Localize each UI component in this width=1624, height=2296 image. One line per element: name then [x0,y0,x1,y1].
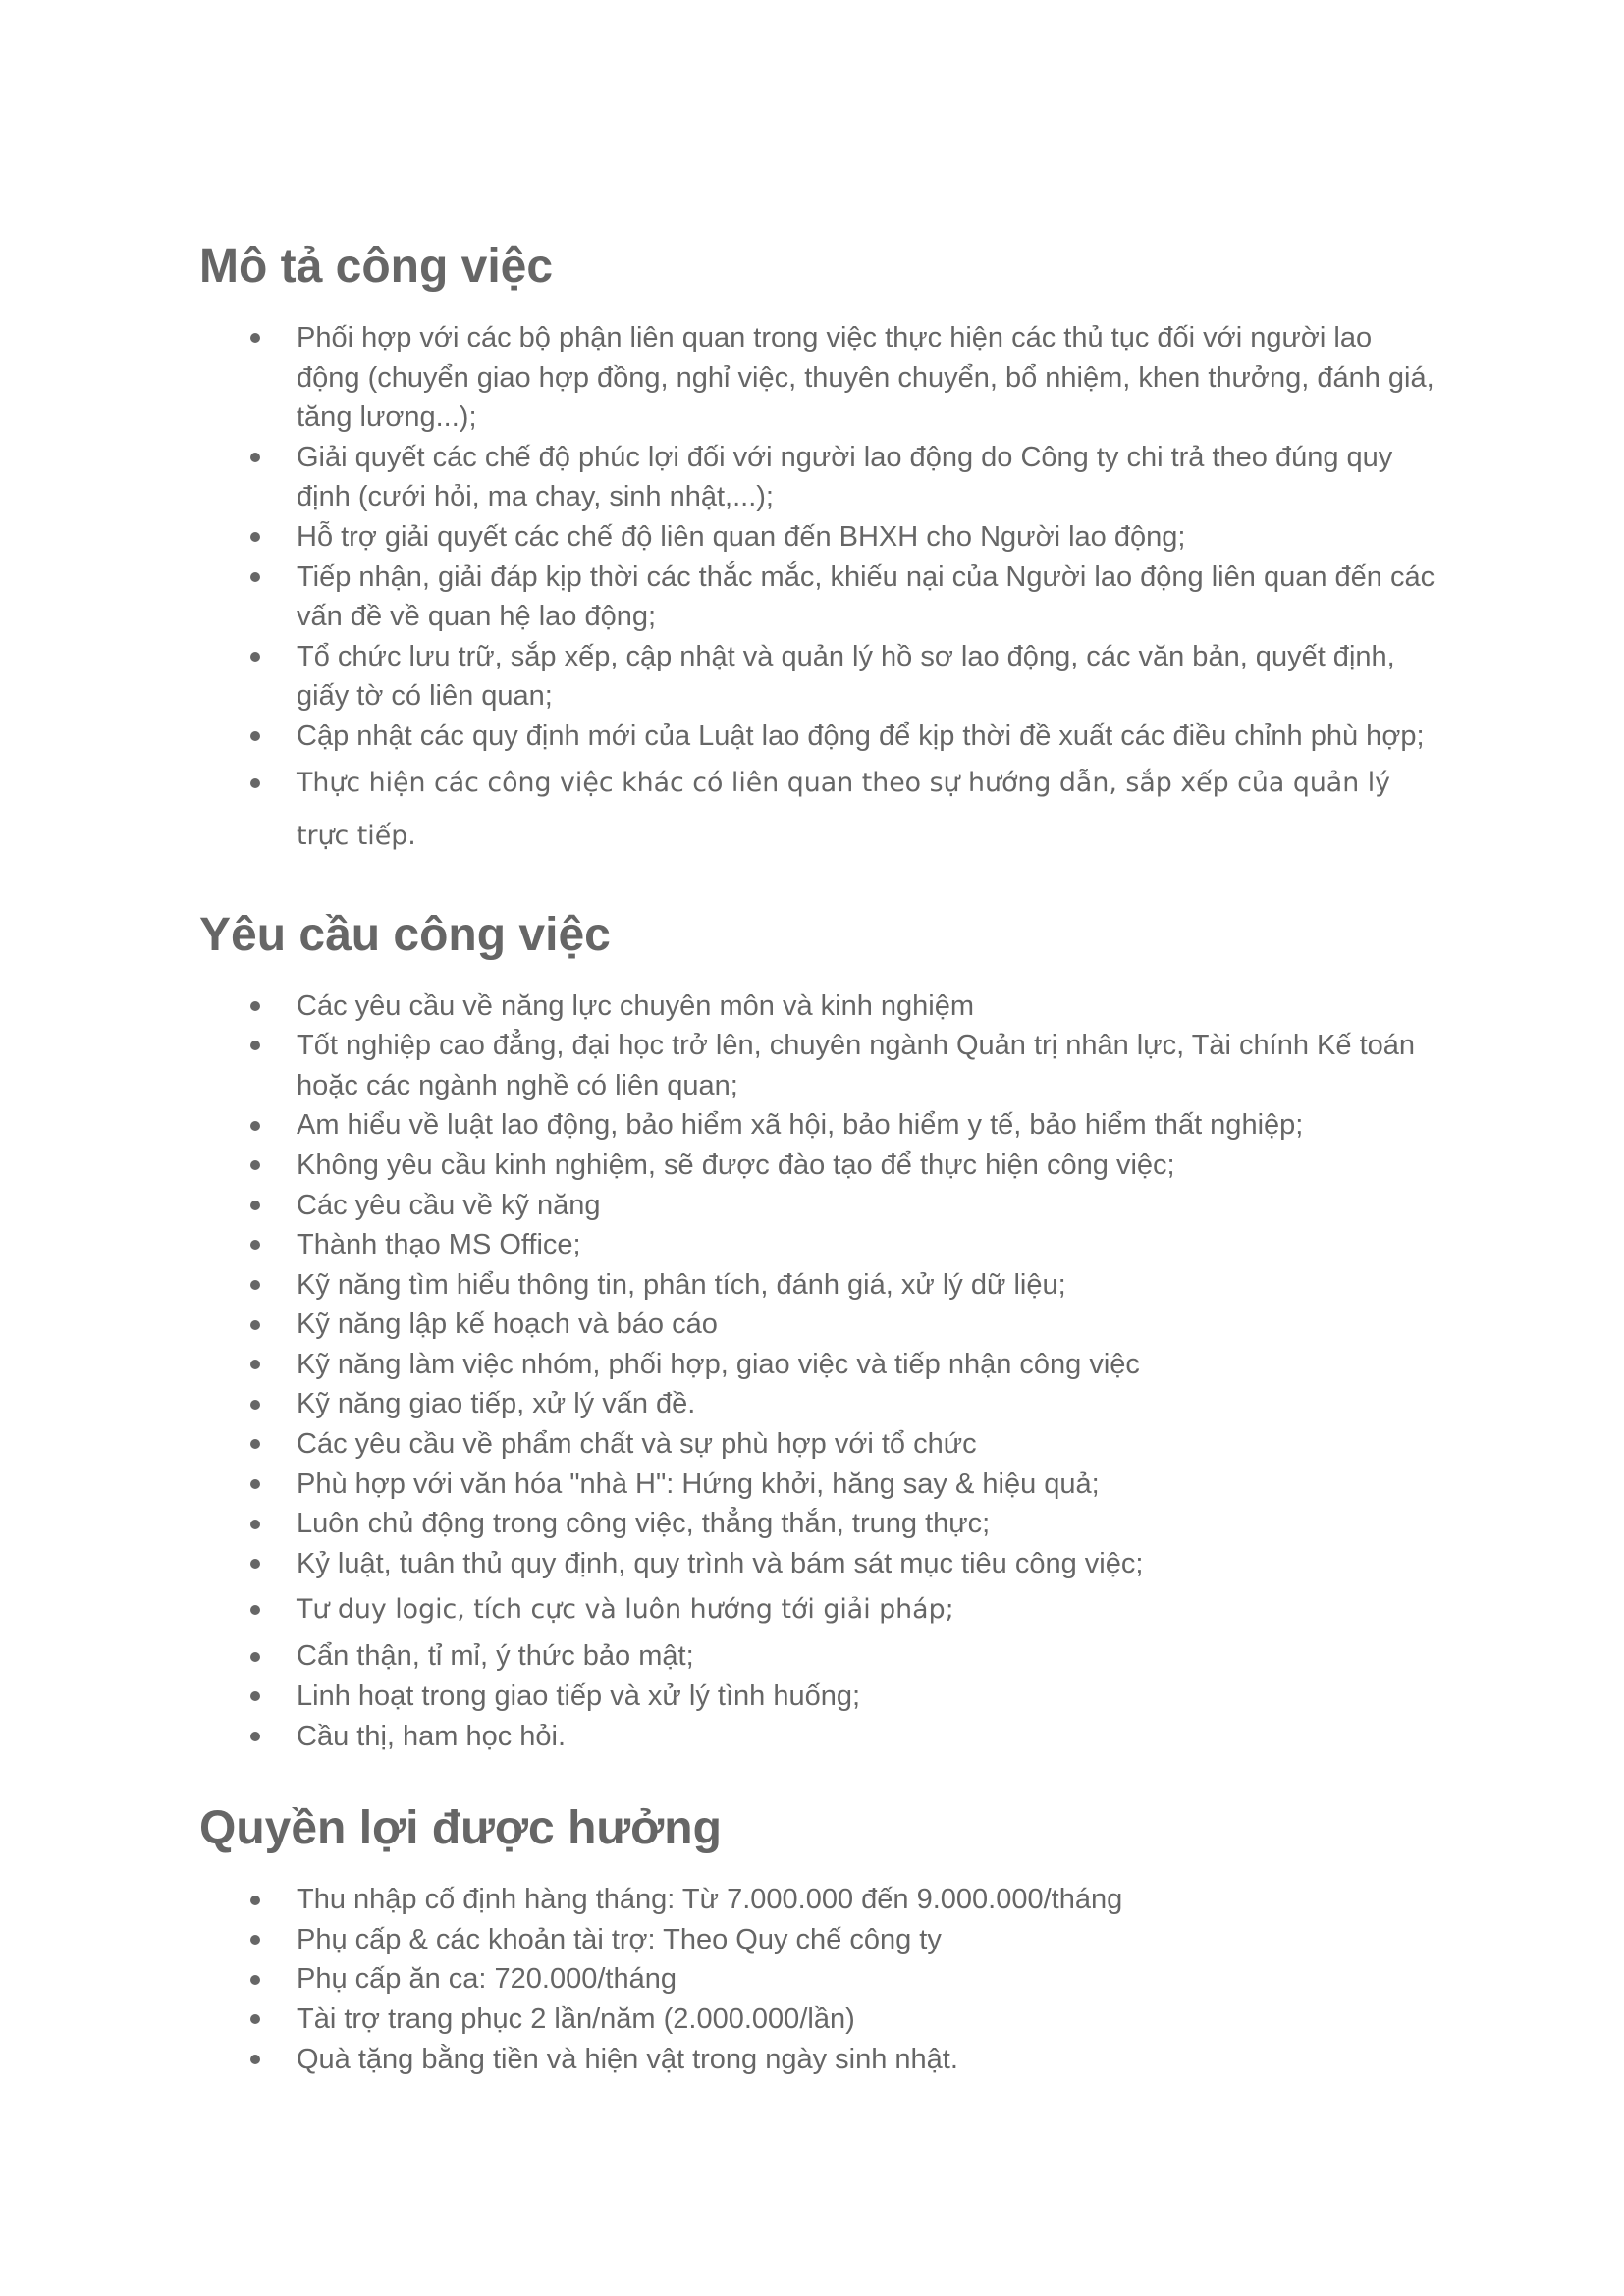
list-item-text: Am hiểu về luật lao động, bảo hiểm xã hội, bảo hiểm y tế, bảo hiểm thất nghiệp; [297,1109,1304,1142]
list-item [297,1959,1624,2000]
bullet-icon [250,572,260,582]
list-item [297,1026,1624,1105]
list-item-text: Cẩn thận, tỉ mỉ, ý thức bảo mật; [297,1640,694,1673]
bullet-icon [250,333,260,343]
bullet-icon [250,1559,260,1569]
bullet-icon [250,1691,260,1701]
list-item-text: Tổ chức lưu trữ, sắp xếp, cập nhật và quản lý hồ sơ lao động, các văn bản, quyết định, [297,640,1395,672]
list-item [297,558,1624,637]
bullet-icon [250,2055,260,2064]
list-item-text: giấy tờ có liên quan; [297,680,553,713]
bullet-list [0,1880,1624,2079]
section-heading: Mô tả công việc [199,240,554,293]
section-job-requirements [0,906,1624,1757]
list-item-text: động (chuyển giao hợp đồng, nghỉ việc, thuyên chuyển, bổ nhiệm, khen thưởng, đánh giá, [297,361,1435,394]
list-item-text: tăng lương...); [297,401,477,434]
list-item-text: Tư duy logic, tích cực và luôn hướng tới giải pháp; [297,1594,954,1626]
bullet-list [0,318,1624,863]
list-item [297,1636,1624,1677]
list-item [297,2040,1624,2080]
list-item [297,1544,1624,1584]
list-item [297,318,1624,438]
list-item [297,1225,1624,1265]
list-item [297,1677,1624,1717]
list-item-text: Luôn chủ động trong công việc, thẳng thắn, trung thực; [297,1508,991,1540]
list-item [297,1465,1624,1505]
list-item-text: hoặc các ngành nghề có liên quan; [297,1069,738,1101]
list-item-text: Cầu thị, ham học hỏi. [297,1720,567,1752]
list-item-text: Kỷ luật, tuân thủ quy định, quy trình và bám sát mục tiêu công việc; [297,1547,1144,1579]
bullet-icon [250,1201,260,1210]
list-item-text: Quà tặng bằng tiền và hiện vật trong ngày sinh nhật. [297,2043,958,2075]
bullet-icon [250,1280,260,1290]
bullet-icon [250,1001,260,1011]
list-item [297,1345,1624,1385]
list-item [297,1146,1624,1186]
list-item-text: Thành thạo MS Office; [297,1229,581,1261]
bullet-icon [250,1520,260,1529]
list-item-text: Thực hiện các công việc khác có liên quan theo sự hướng dẫn, sắp xếp của quản lý [297,767,1391,798]
list-item-text: Tốt nghiệp cao đẳng, đại học trở lên, chuyên ngành Quản trị nhân lực, Tài chính Kế toán [297,1030,1416,1062]
list-item-text: trực tiếp. [297,820,416,851]
bullet-icon [250,1041,260,1050]
list-item [297,1186,1624,1226]
list-item-text: Thu nhập cố định hàng tháng: Từ 7.000.000 đến 9.000.000/tháng [297,1884,1123,1916]
list-item [297,2000,1624,2040]
list-item-text: Kỹ năng làm việc nhóm, phối hợp, giao việc và tiếp nhận công việc [297,1348,1140,1380]
list-item [297,1717,1624,1757]
bullet-icon [250,1896,260,1905]
bullet-icon [250,2014,260,2024]
list-item [297,1583,1624,1636]
section-job-description [0,238,1624,863]
list-item-text: Các yêu cầu về kỹ năng [297,1189,601,1221]
bullet-icon [250,1400,260,1410]
bullet-icon [250,453,260,462]
list-item-text: Kỹ năng lập kế hoạch và báo cáo [297,1308,718,1341]
bullet-icon [250,1975,260,1985]
list-item [297,1424,1624,1465]
list-item [297,1305,1624,1345]
bullet-icon [250,1605,260,1615]
list-item-text: Cập nhật các quy định mới của Luật lao động để kịp thời đề xuất các điều chỉnh phù hợp; [297,720,1425,752]
list-item [297,1105,1624,1146]
section-benefits [0,1799,1624,2079]
list-item [297,987,1624,1027]
list-item [297,438,1624,517]
document-content [0,238,1624,2079]
list-item [297,1384,1624,1424]
list-item-text: Phụ cấp & các khoản tài trợ: Theo Quy chế công ty [297,1923,942,1955]
list-item [297,1920,1624,1960]
bullet-icon [250,731,260,741]
bullet-icon [250,1360,260,1369]
list-item-text: Hỗ trợ giải quyết các chế độ liên quan đến BHXH cho Người lao động; [297,520,1186,553]
bullet-icon [250,1479,260,1489]
list-item [297,517,1624,558]
list-item [297,637,1624,717]
bullet-icon [250,1732,260,1741]
list-item-text: Phù hợp với văn hóa "nhà H": Hứng khởi, hăng say & hiệu quả; [297,1468,1100,1500]
list-item-text: định (cưới hỏi, ma chay, sinh nhật,...); [297,481,774,513]
list-item-text: Phụ cấp ăn ca: 720.000/tháng [297,1963,677,1996]
list-item [297,717,1624,757]
list-item-text: Tiếp nhận, giải đáp kịp thời các thắc mắc, khiếu nại của Người lao động liên quan đến các [297,561,1435,593]
bullet-icon [250,1121,260,1131]
list-item [297,1880,1624,1920]
bullet-icon [250,1652,260,1662]
bullet-icon [250,1439,260,1449]
list-item-text: Các yêu cầu về phẩm chất và sự phù hợp với tổ chức [297,1428,977,1461]
list-item-text: Các yêu cầu về năng lực chuyên môn và kinh nghiệm [297,989,975,1022]
bullet-icon [250,652,260,662]
list-item-text: Giải quyết các chế độ phúc lợi đối với người lao động do Công ty chi trả theo đúng quy [297,441,1393,473]
section-heading: Yêu cầu công việc [199,908,611,961]
list-item-text: Linh hoạt trong giao tiếp và xử lý tình huống; [297,1681,861,1713]
list-item-text: Không yêu cầu kinh nghiệm, sẽ được đào tạo để thực hiện công việc; [297,1148,1175,1181]
list-item [297,1504,1624,1544]
bullet-icon [250,1240,260,1250]
list-item [297,757,1624,863]
bullet-icon [250,532,260,542]
bullet-list [0,987,1624,1757]
bullet-icon [250,1160,260,1170]
bullet-icon [250,1935,260,1945]
bullet-icon [250,1320,260,1330]
bullet-icon [250,778,260,788]
list-item-text: Phối hợp với các bộ phận liên quan trong việc thực hiện các thủ tục đối với người lao [297,322,1373,353]
list-item [297,1265,1624,1306]
list-item-text: Tài trợ trang phục 2 lần/năm (2.000.000/lần) [297,2003,855,2035]
section-heading: Quyền lợi được hưởng [199,1802,722,1855]
list-item-text: Kỹ năng tìm hiểu thông tin, phân tích, đánh giá, xử lý dữ liệu; [297,1268,1066,1301]
list-item-text: Kỹ năng giao tiếp, xử lý vấn đề. [297,1388,696,1420]
list-item-text: vấn đề về quan hệ lao động; [297,601,657,633]
